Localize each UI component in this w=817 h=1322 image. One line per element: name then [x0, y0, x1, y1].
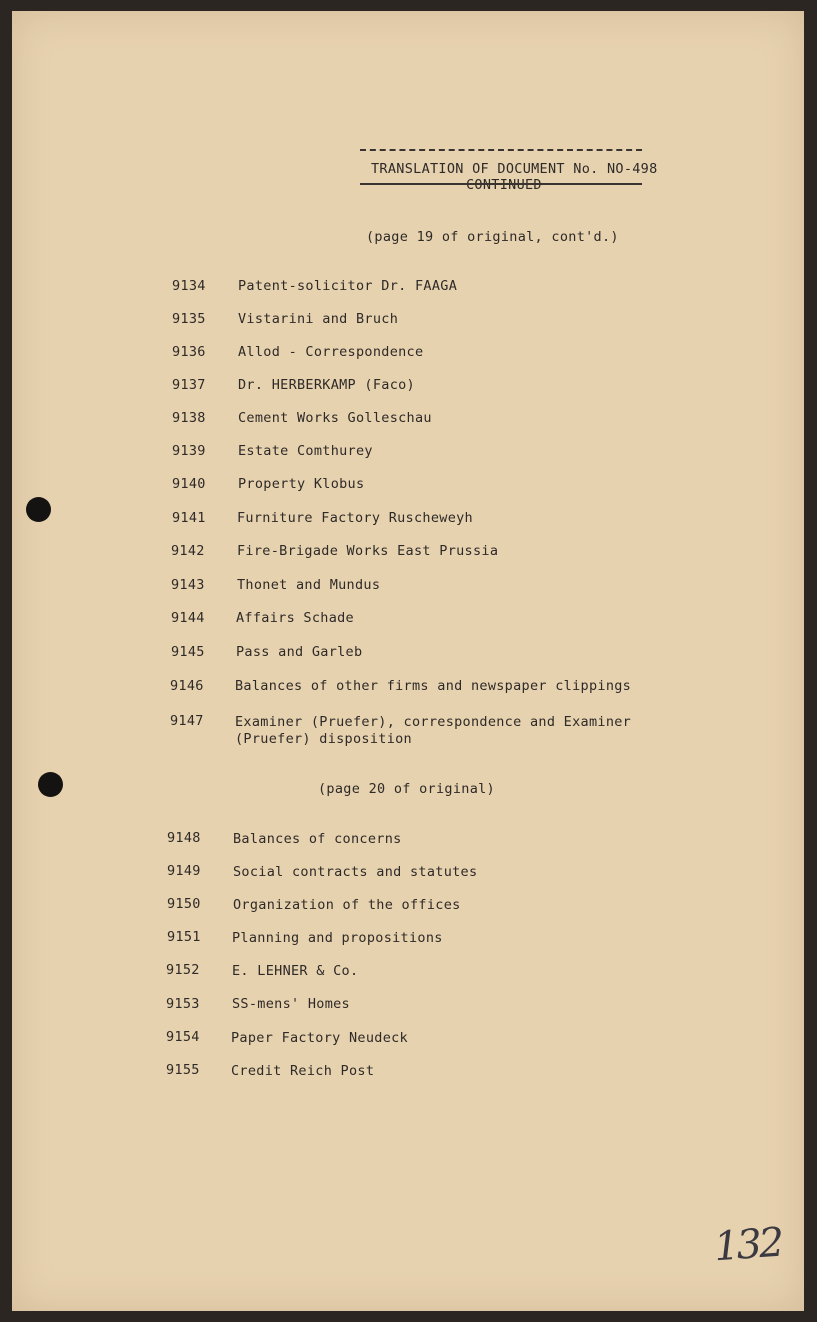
entry-number: 9141 [172, 510, 206, 526]
page-note: (page 19 of original, cont'd.) [366, 229, 619, 245]
entry-number: 9140 [172, 476, 206, 492]
document-title: TRANSLATION OF DOCUMENT No. NO-498 [371, 161, 658, 177]
entry-description: Balances of concerns [233, 831, 402, 847]
entry-number: 9155 [166, 1062, 200, 1078]
entry-description: Pass and Garleb [236, 644, 363, 660]
entry-number: 9149 [167, 863, 201, 879]
entry-description: Thonet and Mundus [237, 577, 381, 593]
entry-number: 9154 [166, 1029, 200, 1045]
entry-description: Fire-Brigade Works East Prussia [237, 543, 499, 559]
entry-description: Cement Works Golleschau [238, 410, 432, 426]
entry-number: 9135 [172, 311, 206, 327]
entry-description: Furniture Factory Ruscheweyh [237, 510, 473, 526]
entry-description: Social contracts and statutes [233, 864, 478, 880]
entry-number: 9146 [170, 678, 204, 694]
entry-number: 9147 [170, 713, 204, 729]
entry-number: 9148 [167, 830, 201, 846]
entry-description-continued: (Pruefer) disposition [235, 731, 412, 747]
punch-hole [38, 772, 63, 797]
entry-number: 9136 [172, 344, 206, 360]
page-note: (page 20 of original) [318, 781, 495, 797]
entry-description: Paper Factory Neudeck [231, 1030, 408, 1046]
entry-number: 9145 [171, 644, 205, 660]
header-rule-top [360, 149, 642, 151]
entry-description: Allod - Correspondence [238, 344, 424, 360]
entry-number: 9152 [166, 962, 200, 978]
entry-number: 9143 [171, 577, 205, 593]
entry-description: Dr. HERBERKAMP (Faco) [238, 377, 415, 393]
entry-number: 9153 [166, 996, 200, 1012]
entry-description: Patent-solicitor Dr. FAAGA [238, 278, 458, 294]
handwritten-page-number: 132 [712, 1219, 783, 1271]
entry-description: Planning and propositions [232, 930, 443, 946]
entry-description: Balances of other firms and newspaper clippings [235, 678, 632, 694]
entry-number: 9151 [167, 929, 201, 945]
entry-number: 9142 [171, 543, 205, 559]
punch-hole [26, 497, 51, 522]
document-subtitle: CONTINUED [466, 177, 542, 193]
entry-number: 9134 [172, 278, 206, 294]
entry-description: Affairs Schade [236, 610, 354, 626]
entry-description: Property Klobus [238, 476, 365, 492]
entry-description: E. LEHNER & Co. [232, 963, 359, 979]
document-page [12, 11, 804, 1311]
entry-number: 9150 [167, 896, 201, 912]
entry-number: 9144 [171, 610, 205, 626]
entry-description: SS-mens' Homes [232, 996, 350, 1012]
entry-description: Credit Reich Post [231, 1063, 375, 1079]
entry-description: Estate Comthurey [238, 443, 373, 459]
entry-description: Vistarini and Bruch [238, 311, 399, 327]
entry-number: 9137 [172, 377, 206, 393]
entry-description: Organization of the offices [233, 897, 461, 913]
entry-number: 9139 [172, 443, 206, 459]
entry-description: Examiner (Pruefer), correspondence and Examiner [235, 714, 632, 730]
entry-number: 9138 [172, 410, 206, 426]
header-rule-bottom [360, 183, 642, 185]
